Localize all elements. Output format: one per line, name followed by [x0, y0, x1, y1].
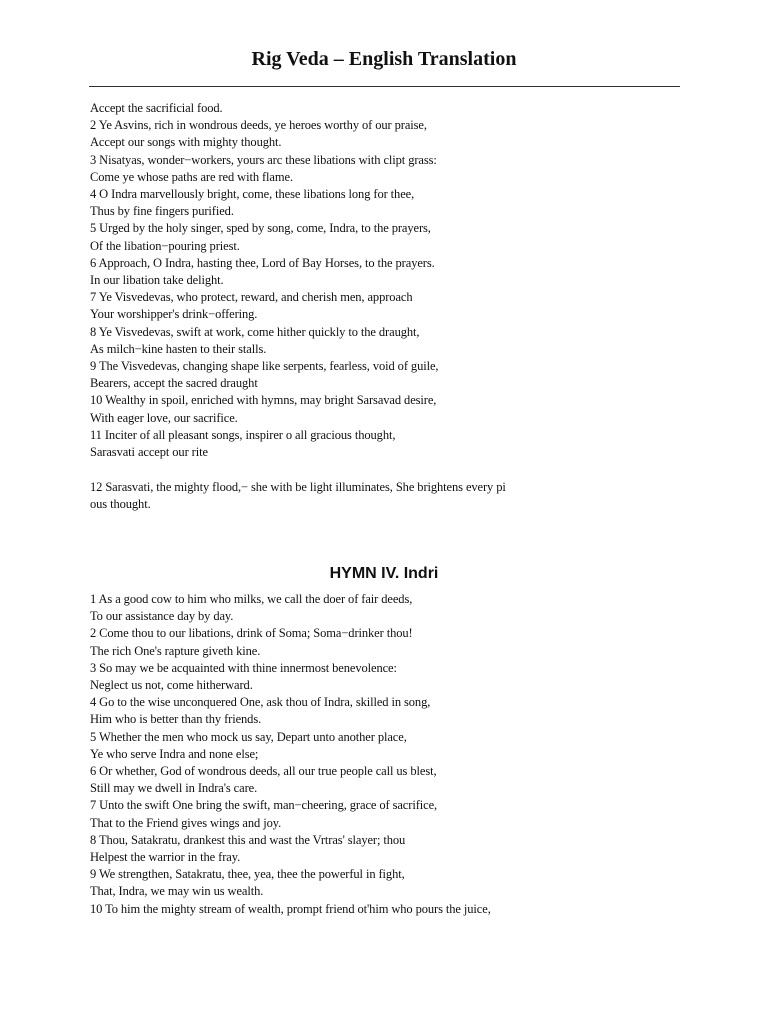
verse-line: 6 Or whether, God of wondrous deeds, all our true people call us blest,	[90, 764, 437, 779]
verse-block-hymn	[90, 591, 690, 918]
hymn-heading: HYMN IV. Indri	[329, 565, 439, 582]
verse-line: 10 Wealthy in spoil, enriched with hymns, may bright Sarsavad desire,	[90, 393, 437, 408]
verse-line: Him who is better than thy friends.	[90, 712, 262, 727]
verse-line: 1 As a good cow to him who milks, we call the doer of fair deeds,	[90, 592, 413, 606]
verse-line: That, Indra, we may win us wealth.	[90, 884, 264, 899]
verse-line: Sarasvati accept our rite	[90, 445, 208, 460]
verse-line: 3 Nisatyas, wonder−workers, yours arc these libations with clipt grass:	[90, 152, 437, 167]
verse-line: With eager love, our sacrifice.	[90, 410, 238, 425]
verse-line: 4 Go to the wise unconquered One, ask thou of Indra, skilled in song,	[90, 695, 431, 710]
verse-line: Helpest the warrior in the fray.	[90, 850, 241, 865]
verse-line: 8 Ye Visvedevas, swift at work, come hither quickly to the draught,	[90, 324, 420, 339]
verse-line: 5 Whether the men who mock us say, Depart unto another place,	[90, 729, 407, 744]
verse-line: ous thought.	[90, 497, 151, 512]
verse-line: 10 To him the mighty stream of wealth, prompt friend ot'him who pours the juice,	[90, 901, 491, 916]
verse-line: 2 Come thou to our libations, drink of Soma; Soma−drinker thou!	[90, 626, 413, 641]
verse-line: 9 The Visvedevas, changing shape like serpents, fearless, void of guile,	[90, 359, 439, 374]
verse-line: To our assistance day by day.	[90, 609, 234, 624]
verse-line: Neglect us not, come hitherward.	[90, 678, 253, 693]
verse-line: Of the libation−pouring priest.	[90, 238, 240, 253]
verse-line: 6 Approach, O Indra, hasting thee, Lord of Bay Horses, to the prayers.	[90, 255, 435, 270]
verse-line: That to the Friend gives wings and joy.	[90, 815, 282, 830]
verse-line: The rich One's rapture giveth kine.	[90, 643, 261, 658]
verse-line: In our libation take delight.	[90, 273, 224, 288]
verse-line: 5 Urged by the holy singer, sped by song, come, Indra, to the prayers,	[90, 221, 431, 236]
verse-line: 12 Sarasvati, the mighty flood,− she with be light illuminates, She brightens every pi	[90, 480, 506, 494]
verse-line: As milch−kine hasten to their stalls.	[90, 341, 267, 356]
verse-line: Come ye whose paths are red with flame.	[90, 169, 293, 184]
verse-line: Accept the sacrificial food.	[90, 101, 223, 115]
verse-line: 8 Thou, Satakratu, drankest this and wast the Vrtras' slayer; thou	[90, 832, 406, 847]
verse-line: Still may we dwell in Indra's care.	[90, 781, 258, 796]
verse-line: 2 Ye Asvins, rich in wondrous deeds, ye heroes worthy of our praise,	[90, 118, 427, 133]
verse-line: 7 Ye Visvedevas, who protect, reward, and cherish men, approach	[90, 290, 413, 305]
verse-line: 3 So may we be acquainted with thine innermost benevolence:	[90, 660, 397, 675]
verse-line: Bearers, accept the sacred draught	[90, 376, 258, 391]
verse-line: 9 We strengthen, Satakratu, thee, yea, thee the powerful in fight,	[90, 867, 405, 882]
verse-line: Your worshipper's drink−offering.	[90, 307, 258, 322]
verse-line: 4 O Indra marvellously bright, come, these libations long for thee,	[90, 187, 415, 202]
verse-line: 7 Unto the swift One bring the swift, man−cheering, grace of sacrifice,	[90, 798, 438, 813]
verse-line: 11 Inciter of all pleasant songs, inspirer o all gracious thought,	[90, 427, 396, 442]
title-divider	[89, 86, 680, 87]
verse-line: Thus by fine fingers purified.	[90, 204, 234, 219]
verse-line: Ye who serve Indra and none else;	[90, 746, 259, 761]
verse-line: Accept our songs with mighty thought.	[90, 135, 282, 150]
verse-block-top	[90, 100, 690, 461]
verse-block-paragraph-12	[90, 479, 690, 513]
page-title: Rig Veda – English Translation	[251, 48, 517, 70]
